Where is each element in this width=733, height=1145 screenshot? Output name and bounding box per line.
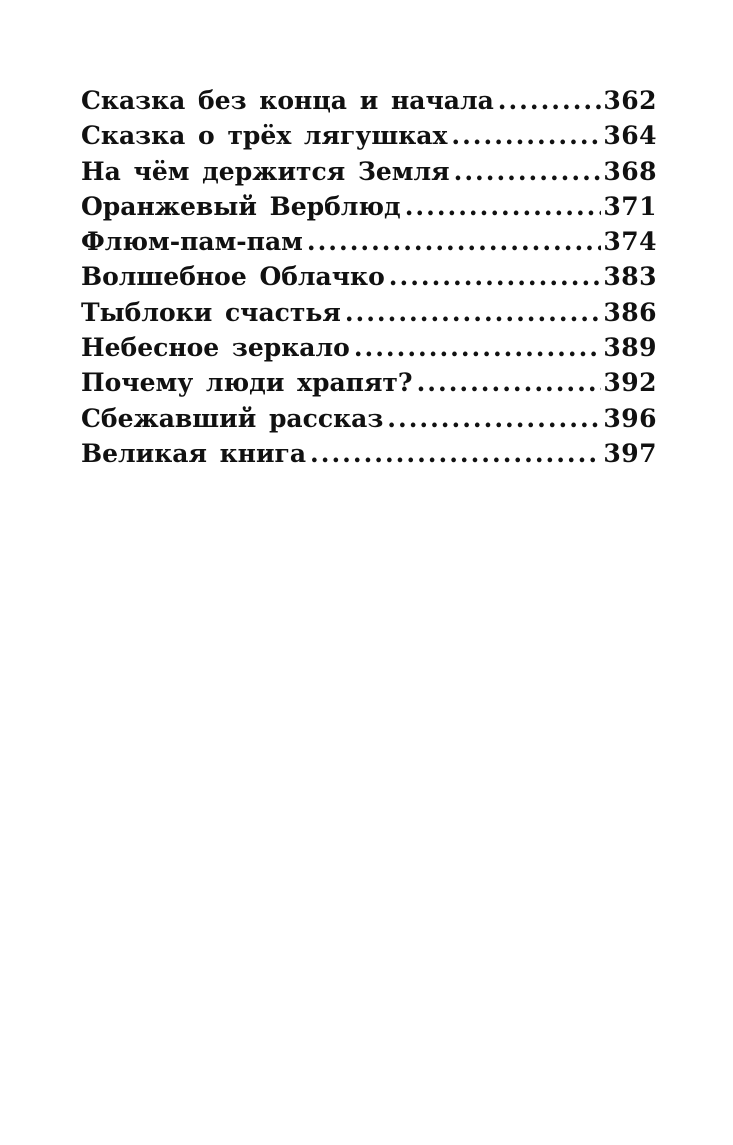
toc-entry-page-number: 362 xyxy=(603,86,657,115)
toc-entry-title: На чём держится Земля xyxy=(81,156,450,186)
toc-entry-title: Сказка без конца и начала xyxy=(81,86,494,115)
toc-entry-page-number: 386 xyxy=(603,297,657,327)
dot-leader xyxy=(451,118,601,153)
toc-entry-page-number: 392 xyxy=(603,368,657,398)
toc-entry-page-number: 396 xyxy=(603,403,657,433)
toc-entry xyxy=(81,224,657,259)
toc-entry-title: Небесное зеркало xyxy=(81,333,350,363)
dot-leader xyxy=(405,189,602,224)
toc-entry-page-number: 383 xyxy=(603,262,657,292)
toc-entry-page-number: 371 xyxy=(603,191,657,221)
dot-leader xyxy=(354,330,602,365)
toc-entry-title: Великая книга xyxy=(81,438,307,468)
toc-entry xyxy=(81,365,657,400)
toc-entry xyxy=(81,259,657,294)
table-of-contents xyxy=(81,83,657,471)
toc-entry-page-number: 374 xyxy=(603,227,657,257)
toc-entry-title: Сказка о трёх лягушках xyxy=(81,121,448,151)
toc-entry xyxy=(81,83,657,118)
dot-leader xyxy=(387,401,601,436)
toc-entry-title: Почему люди храпят? xyxy=(81,368,413,398)
dot-leader xyxy=(389,259,602,294)
toc-entry-page-number: 397 xyxy=(603,438,657,468)
toc-entry-page-number: 368 xyxy=(603,156,657,186)
dot-leader xyxy=(307,224,601,259)
dot-leader xyxy=(454,154,602,189)
dot-leader xyxy=(345,295,602,330)
toc-entry xyxy=(81,154,657,189)
toc-entry-title: Оранжевый Верблюд xyxy=(81,191,401,221)
toc-entry xyxy=(81,401,657,436)
toc-entry xyxy=(81,436,657,471)
dot-leader xyxy=(417,365,602,400)
toc-entry xyxy=(81,118,657,153)
dot-leader xyxy=(498,83,602,118)
toc-entry xyxy=(81,189,657,224)
toc-entry-page-number: 389 xyxy=(603,333,657,363)
toc-entry-page-number: 364 xyxy=(603,121,657,151)
toc-entry-title: Флюм-пам-пам xyxy=(81,227,303,257)
toc-entry xyxy=(81,330,657,365)
toc-entry-title: Сбежавший рассказ xyxy=(81,403,384,433)
toc-entry-title: Тыблоки счастья xyxy=(81,297,341,327)
toc-entry-title: Волшебное Облачко xyxy=(81,262,385,292)
toc-entry xyxy=(81,295,657,330)
dot-leader xyxy=(310,436,601,471)
